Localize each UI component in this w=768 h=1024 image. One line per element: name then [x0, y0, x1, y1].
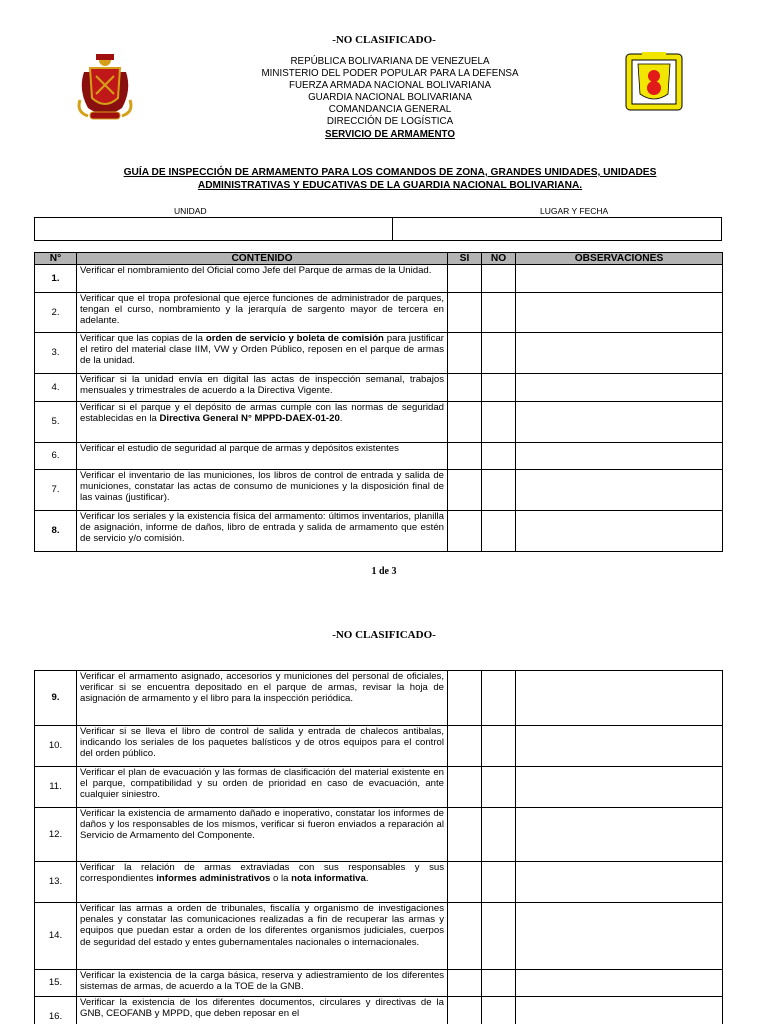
column-header-observations: OBSERVACIONES [516, 253, 723, 265]
observations-cell[interactable] [516, 470, 723, 511]
page-number: 1 de 3 [371, 566, 397, 577]
table-row [35, 511, 723, 552]
yes-cell[interactable] [448, 808, 482, 862]
checklist-table-page-1 [34, 252, 723, 552]
table-row [35, 903, 723, 970]
observations-cell[interactable] [516, 808, 723, 862]
national-coat-of-arms-logo [74, 50, 136, 122]
yes-cell[interactable] [448, 970, 482, 997]
table-row [35, 470, 723, 511]
item-content: Verificar el estudio de seguridad al parque de armas y depósitos existentes [77, 443, 448, 470]
item-content: Verificar los seriales y la existencia física del armamento: últimos inventarios, planilla de asignación, informe de daños, libro de entrada y salida de armamento que estén de servicio y/o comisión. [77, 511, 448, 552]
no-cell[interactable] [482, 726, 516, 767]
guide-title-line: ADMINISTRATIVAS Y EDUCATIVAS DE LA GUARDIA NACIONAL BOLIVARIANA. [197, 179, 583, 191]
item-content: Verificar la existencia de la carga básica, reserva y adiestramiento de los diferentes sistemas de armas, de acuerdo a la TOE de la GNB. [77, 970, 448, 997]
item-content: Verificar la relación de armas extraviadas con sus responsables y sus correspondientes informes administrativos o la nota informativa. [77, 862, 448, 903]
header-line: MINISTERIO DEL PODER POPULAR PARA LA DEFENSA [261, 68, 519, 80]
observations-cell[interactable] [516, 726, 723, 767]
checklist-body [35, 671, 723, 1024]
item-number: 2. [35, 293, 77, 333]
classification-header: -NO CLASIFICADO- [332, 34, 436, 46]
table-row [35, 997, 723, 1024]
table-row [35, 293, 723, 333]
item-number: 16. [35, 997, 77, 1024]
checklist-table-page-2 [34, 670, 723, 1024]
no-cell[interactable] [482, 808, 516, 862]
item-content: Verificar que las copias de la orden de servicio y boleta de comisión para justificar el retiro del material clase IIM, VW y Orden Público, reposen en el parque de armas de la unidad. [77, 333, 448, 374]
unit-fields [34, 217, 722, 241]
column-header-num: N° [35, 253, 77, 265]
table-row [35, 767, 723, 808]
table-row [35, 726, 723, 767]
yes-cell[interactable] [448, 903, 482, 970]
yes-cell[interactable] [448, 862, 482, 903]
item-number: 14. [35, 903, 77, 970]
item-content: Verificar que el tropa profesional que ejerce funciones de administrador de parques, tengan el curso, nombramiento y la jerarquía de sargento mayor de tercera en adelante. [77, 293, 448, 333]
observations-cell[interactable] [516, 970, 723, 997]
unit-label: UNIDAD [174, 206, 207, 216]
header-line: REPÚBLICA BOLIVARIANA DE VENEZUELA [290, 56, 490, 67]
no-cell[interactable] [482, 470, 516, 511]
item-content: Verificar las armas a orden de tribunales, fiscalía y organismo de investigaciones penales y constatar las comunicaciones realizadas a fin de recuperar las armas y equipos que puedan estar a orden de los diferentes organismos judiciales, cuerpos de seguridad del estado y entes gubernamentales nacionales o internacionales. [77, 903, 448, 970]
yes-cell[interactable] [448, 265, 482, 293]
observations-cell[interactable] [516, 333, 723, 374]
no-cell[interactable] [482, 511, 516, 552]
no-cell[interactable] [482, 671, 516, 726]
table-row [35, 402, 723, 443]
yes-cell[interactable] [448, 511, 482, 552]
item-number: 11. [35, 767, 77, 808]
item-number: 9. [35, 671, 77, 726]
item-number: 12. [35, 808, 77, 862]
item-number: 7. [35, 470, 77, 511]
item-content: Verificar el armamento asignado, accesorios y municiones del personal de oficiales, verificar si se encuentra depositado en el parque de armas, revisar la hoja de asignación de armamento y el libro para la inspección periódica. [77, 671, 448, 726]
observations-cell[interactable] [516, 265, 723, 293]
no-cell[interactable] [482, 333, 516, 374]
yes-cell[interactable] [448, 726, 482, 767]
item-content: Verificar si se lleva el libro de control de salida y entrada de chalecos antibalas, indicando los seriales de los paquetes balísticos y de otros equipos para el control del orden público. [77, 726, 448, 767]
item-number: 3. [35, 333, 77, 374]
no-cell[interactable] [482, 970, 516, 997]
table-row [35, 671, 723, 726]
observations-cell[interactable] [516, 511, 723, 552]
yes-cell[interactable] [448, 402, 482, 443]
column-header-content: CONTENIDO [77, 253, 448, 265]
item-content: Verificar la existencia de armamento dañado e inoperativo, constatar los informes de daños y los responsables de los mismos, verificar si fueron enviados a reparación al Servicio de Armamento del Componente. [77, 808, 448, 862]
yes-cell[interactable] [448, 767, 482, 808]
no-cell[interactable] [482, 997, 516, 1024]
observations-cell[interactable] [516, 293, 723, 333]
institution-header [200, 56, 580, 141]
yes-cell[interactable] [448, 443, 482, 470]
table-row [35, 970, 723, 997]
observations-cell[interactable] [516, 671, 723, 726]
header-line: GUARDIA NACIONAL BOLIVARIANA [308, 92, 472, 104]
table-row [35, 443, 723, 470]
table-row [35, 374, 723, 402]
yes-cell[interactable] [448, 374, 482, 402]
item-number: 10. [35, 726, 77, 767]
yes-cell[interactable] [448, 293, 482, 333]
column-header-no: NO [482, 253, 516, 265]
place-date-label: LUGAR Y FECHA [540, 206, 609, 216]
table-row [35, 808, 723, 862]
item-content: Verificar el inventario de las municiones, los libros de control de entrada y salida de municiones, constatar las actas de consumo de municiones y la disposición final de las vainas (justificar). [77, 470, 448, 511]
observations-cell[interactable] [516, 402, 723, 443]
item-content: Verificar la existencia de los diferentes documentos, circulares y directivas de la GNB, CEOFANB y MPPD, que deben reposar en el [77, 997, 448, 1024]
header-line: DIRECCIÓN DE LOGÍSTICA [326, 116, 454, 128]
item-number: 1. [35, 265, 77, 293]
no-cell[interactable] [482, 862, 516, 903]
item-number: 8. [35, 511, 77, 552]
no-cell[interactable] [482, 374, 516, 402]
checklist-body [35, 265, 723, 552]
service-title: SERVICIO DE ARMAMENTO [325, 128, 455, 140]
table-header-row [35, 253, 723, 265]
yes-cell[interactable] [448, 333, 482, 374]
logistics-emblem-logo [624, 50, 684, 112]
no-cell[interactable] [482, 903, 516, 970]
column-header-yes: SI [448, 253, 482, 265]
no-cell[interactable] [482, 402, 516, 443]
item-number: 4. [35, 374, 77, 402]
place-date-field[interactable] [393, 218, 721, 240]
classification-header: -NO CLASIFICADO- [332, 629, 436, 641]
table-row [35, 862, 723, 903]
table-row [35, 265, 723, 293]
table-row [35, 333, 723, 374]
observations-cell[interactable] [516, 443, 723, 470]
no-cell[interactable] [482, 767, 516, 808]
item-number: 6. [35, 443, 77, 470]
yes-cell[interactable] [448, 997, 482, 1024]
observations-cell[interactable] [516, 997, 723, 1024]
item-content: Verificar el plan de evacuación y las formas de clasificación del material existente en el parque, compatibilidad y su orden de prioridad en caso de evacuación, ante cualquier siniestro. [77, 767, 448, 808]
observations-cell[interactable] [516, 862, 723, 903]
item-content: Verificar si el parque y el depósito de armas cumple con las normas de seguridad establecidas en la Directiva General N° MPPD-DAEX-01-20. [77, 402, 448, 443]
no-cell[interactable] [482, 443, 516, 470]
item-content: Verificar si la unidad envía en digital las actas de inspección semanal, trabajos mensuales y trimestrales de acuerdo a la Directiva Vigente. [77, 374, 448, 402]
yes-cell[interactable] [448, 671, 482, 726]
item-number: 15. [35, 970, 77, 997]
item-number: 5. [35, 402, 77, 443]
no-cell[interactable] [482, 265, 516, 293]
guide-title-line: GUÍA DE INSPECCIÓN DE ARMAMENTO PARA LOS COMANDOS DE ZONA, GRANDES UNIDADES, UNIDADES [123, 167, 657, 178]
observations-cell[interactable] [516, 903, 723, 970]
header-line: FUERZA ARMADA NACIONAL BOLIVARIANA [289, 80, 491, 92]
yes-cell[interactable] [448, 470, 482, 511]
observations-cell[interactable] [516, 767, 723, 808]
item-content: Verificar el nombramiento del Oficial como Jefe del Parque de armas de la Unidad. [77, 265, 448, 293]
guide-title [60, 167, 720, 192]
no-cell[interactable] [482, 293, 516, 333]
observations-cell[interactable] [516, 374, 723, 402]
header-line: COMANDANCIA GENERAL [328, 104, 452, 116]
item-number: 13. [35, 862, 77, 903]
unit-field[interactable] [35, 218, 393, 240]
